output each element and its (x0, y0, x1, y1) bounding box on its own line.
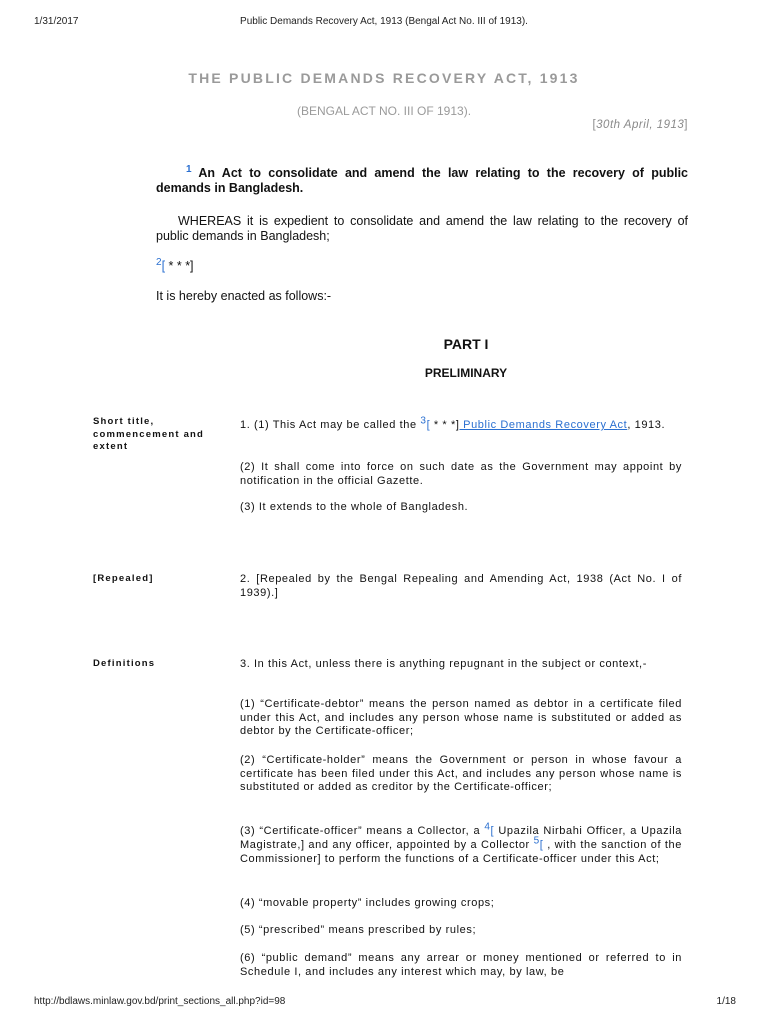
part-subheading: PRELIMINARY (424, 366, 508, 380)
section-3-intro: 3. In this Act, unless there is anything repugnant in the subject or context,- (240, 658, 647, 670)
whereas-clause: WHEREAS it is expedient to consolidate and amend the law relating to the recovery of public demands in Bangladesh; (156, 214, 688, 243)
print-page-number: 1/18 (716, 996, 736, 1007)
part-heading: PART I (443, 336, 489, 352)
definition-5: (5) “prescribed” means prescribed by rules; (240, 924, 477, 936)
print-date: 1/31/2017 (34, 16, 79, 27)
print-url: http://bdlaws.minlaw.gov.bd/print_sections_all.php?id=98 (34, 996, 286, 1007)
omitted-clause: $^2$[ * * *] (156, 256, 194, 273)
act-date: [30th April, 1913] (592, 119, 688, 131)
section-2-text: 2. [Repealed by the Bengal Repealing and Amending Act, 1938 (Act No. I of 1939).] (240, 573, 682, 599)
section-1-para-1: 1. (1) This Act may be called the 3[ * * *] Public Demands Recovery Act, 1913. (240, 415, 666, 431)
print-doc-title: Public Demands Recovery Act, 1913 (Bengal Act No. III of 1913). (240, 16, 528, 27)
footnote-ref-2[interactable]: 2 (156, 256, 162, 268)
definition-2: (2) “Certificate-holder” means the Government or person in whose favour a certificate has been filed under this Act, and includes any person whose name is substituted or added as creditor by the Certificate-officer; (240, 754, 682, 793)
definition-4: (4) “movable property” includes growing crops; (240, 897, 495, 909)
section-1-side-note: Short title, commencement and extent (93, 416, 205, 452)
act-link[interactable]: Public Demands Recovery Act (459, 419, 628, 431)
enacting-clause: It is hereby enacted as follows:- (156, 289, 332, 303)
act-title: THE PUBLIC DEMANDS RECOVERY ACT, 1913 (188, 70, 580, 86)
definition-6: (6) “public demand” means any arrear or money mentioned or referred to in Schedule I, and includes any interest which may, by law, be (240, 952, 682, 978)
section-3-side-note: Definitions (93, 658, 156, 669)
footnote-ref-3[interactable]: 3 (420, 415, 427, 427)
section-2-side-note: [Repealed] (93, 573, 154, 584)
long-title: $^1$ An Act to consolidate and amend the law relating to the recovery of public demands in Bangladesh. (156, 163, 689, 195)
footnote-ref-4[interactable]: 4 (484, 821, 491, 833)
definition-1: (1) “Certificate-debtor” means the person named as debtor in a certificate filed under this Act, and includes any person whose name is substituted or added as debtor by the Certificate-officer; (240, 698, 682, 737)
section-1-para-3: (3) It extends to the whole of Bangladesh. (240, 501, 469, 513)
section-1-para-2: (2) It shall come into force on such date as the Government may appoint by notification in the official Gazette. (240, 461, 682, 487)
definition-3: (3) “Certificate-officer” means a Collector, a 4[ Upazila Nirbahi Officer, a Upazila Magistrate,] and any officer, appointed by a Collector 5[ , with the sanction of the Commissioner] to perform the functions of a Certificate-officer under this Act; (240, 821, 682, 865)
footnote-ref-1[interactable]: 1 (186, 163, 192, 175)
footnote-ref-5[interactable]: 5 (533, 835, 540, 847)
act-subtitle: (BENGAL ACT NO. III OF 1913). (296, 104, 472, 118)
